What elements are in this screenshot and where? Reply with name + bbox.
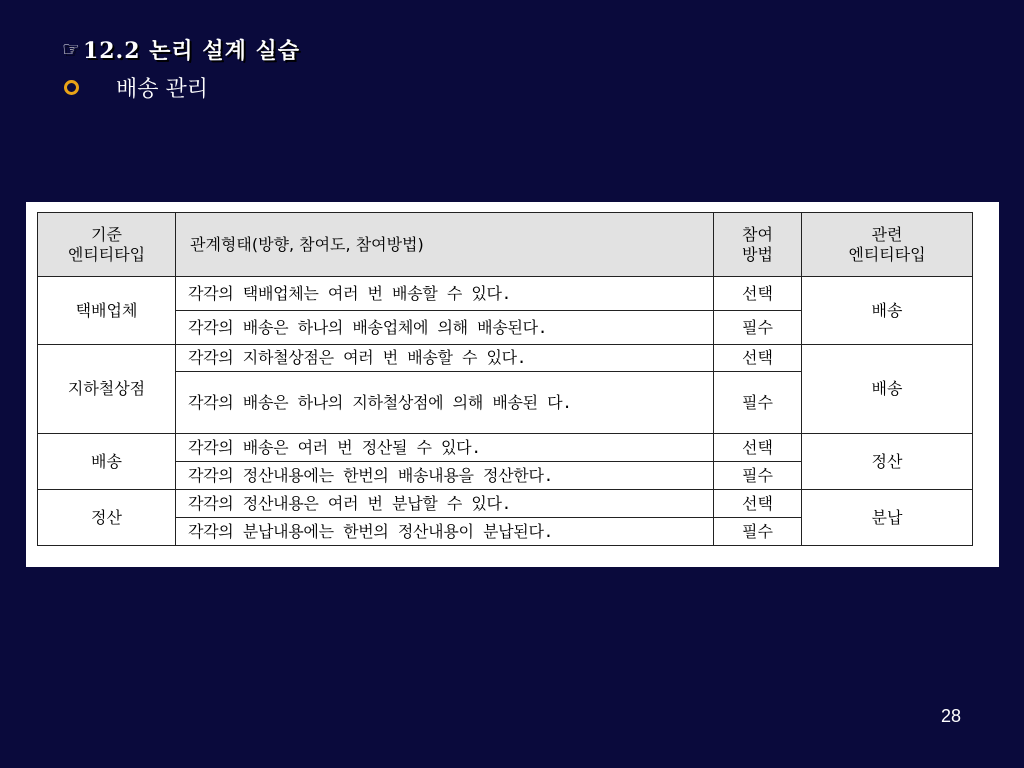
header-related-entity: 관련 엔티티타입 <box>802 213 973 277</box>
relationship-table <box>37 212 973 546</box>
bullet-line <box>62 72 208 102</box>
relationship-cell: 각각의 지하철상점은 여러 번 배송할 수 있다. <box>176 345 714 372</box>
participation-cell: 선택 <box>714 277 802 311</box>
relationship-cell: 각각의 정산내용에는 한번의 배송내용을 정산한다. <box>176 462 714 490</box>
relationship-cell: 각각의 배송은 하나의 배송업체에 의해 배송된다. <box>176 311 714 345</box>
participation-cell: 필수 <box>714 518 802 546</box>
related-entity-cell: 배송 <box>802 345 973 434</box>
pointing-hand-icon: ☞ <box>62 37 81 61</box>
relationship-cell: 각각의 배송은 하나의 지하철상점에 의해 배송된 다. <box>176 372 714 434</box>
base-entity-cell: 택배업체 <box>38 277 176 345</box>
related-entity-cell: 분납 <box>802 490 973 546</box>
base-entity-cell: 정산 <box>38 490 176 546</box>
base-entity-cell: 배송 <box>38 434 176 490</box>
header-participation: 참여 방법 <box>714 213 802 277</box>
participation-cell: 필수 <box>714 372 802 434</box>
slide-title <box>62 32 300 66</box>
table-header-row <box>38 213 973 277</box>
header-base-entity: 기준 엔티티타입 <box>38 213 176 277</box>
participation-cell: 필수 <box>714 462 802 490</box>
table-row <box>38 490 973 518</box>
table-row <box>38 434 973 462</box>
related-entity-cell: 배송 <box>802 277 973 345</box>
circle-bullet-icon <box>64 80 79 95</box>
relationship-cell: 각각의 분납내용에는 한번의 정산내용이 분납된다. <box>176 518 714 546</box>
relationship-cell: 각각의 택배업체는 여러 번 배송할 수 있다. <box>176 277 714 311</box>
slide-title-text: 12.2 논리 설계 실습 <box>82 37 301 64</box>
participation-cell: 선택 <box>714 490 802 518</box>
header-relationship: 관계형태(방향, 참여도, 참여방법) <box>176 213 714 277</box>
relationship-cell: 각각의 정산내용은 여러 번 분납할 수 있다. <box>176 490 714 518</box>
participation-cell: 선택 <box>714 345 802 372</box>
base-entity-cell: 지하철상점 <box>38 345 176 434</box>
relationship-cell: 각각의 배송은 여러 번 정산될 수 있다. <box>176 434 714 462</box>
table-row <box>38 277 973 311</box>
related-entity-cell: 정산 <box>802 434 973 490</box>
participation-cell: 필수 <box>714 311 802 345</box>
table-row <box>38 345 973 372</box>
participation-cell: 선택 <box>714 434 802 462</box>
table-panel <box>26 202 999 567</box>
bullet-text: 배송 관리 <box>116 76 209 102</box>
page-number: 28 <box>940 706 962 726</box>
